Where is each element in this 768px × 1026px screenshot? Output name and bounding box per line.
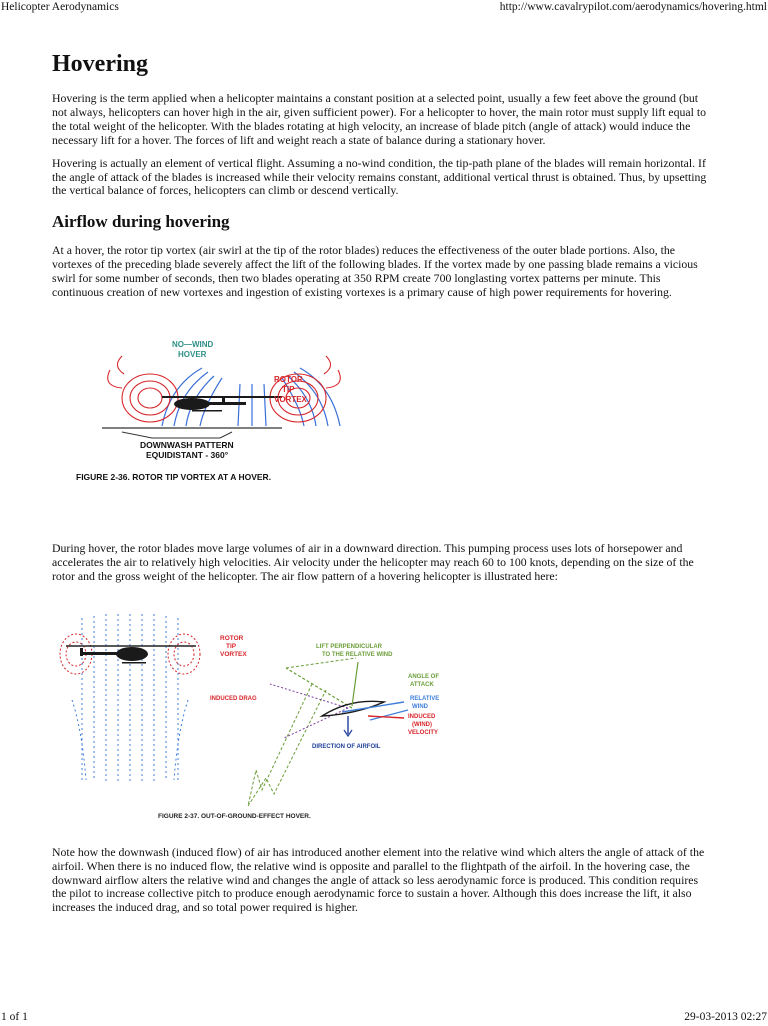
figure1-label-vortex: VORTEX bbox=[274, 394, 307, 404]
section-heading: Airflow during hovering bbox=[52, 212, 230, 232]
figure2-label-relative-wind-lift: TO THE RELATIVE WIND bbox=[322, 651, 393, 658]
figure-out-of-ground-effect bbox=[52, 610, 712, 826]
print-header-url[interactable]: http://www.cavalrypilot.com/aerodynamics/hovering.html bbox=[499, 1, 767, 13]
figure-rotor-tip-vortex bbox=[52, 326, 712, 530]
section-paragraph-3: Note how the downwash (induced flow) of air has introduced another element into the relative wind which alters the angle of attack of the airfoil. When there is no induced flow, the relative wind is opposite and parallel to the flightpath of the airfoil. In the hovering case, the downward airflow alters the relative wind and changes the angle of attack so less aerodynamic force is produced. This condition requires the pilot to increase collective pitch to produce enough aerodynamic force to sustain a hover. Although this does increase the lift, it also increases the induced drag, and so total power required is higher. bbox=[52, 844, 705, 915]
figure2-label-rotor: ROTOR bbox=[220, 634, 244, 642]
figure2-label-angle: ANGLE OF bbox=[408, 673, 439, 680]
figure1-label-hover: HOVER bbox=[178, 349, 207, 359]
figure1-label-equidistant: EQUIDISTANT - 360° bbox=[146, 449, 229, 460]
figure2-label-lift: LIFT PERPENDICULAR bbox=[316, 643, 382, 650]
figure2-label-direction: DIRECTION OF AIRFOIL bbox=[312, 743, 381, 750]
figure1-label-rotor: ROTOR bbox=[274, 374, 303, 384]
intro-paragraph-2: Hovering is actually an element of vertical flight. Assuming a no-wind condition, the tip-path plane of the blades will remain horizontal. If the angle of attack of the blades is increased while their velocity remains constant, additional vertical thrust is obtained. Thus, by upsetting the vertical balance of forces, helicopters can climb or descend vertically. bbox=[52, 155, 707, 198]
section-paragraph-1: At a hover, the rotor tip vortex (air swirl at the tip of the rotor blades) reduces the effectiveness of the outer blade portions. Also, the vortexes of the preceding blade severely affect the lift of the following blades. If the vortex made by one passing blade remains a vicious swirl for some number of seconds, then two blades operating at 350 RPM create 700 longlasting vortex patterns per minute. This continuous creation of new vortexes and ingestion of existing vortexes is a primary cause of high power requirements for hovering. bbox=[52, 243, 698, 300]
figure1-label-downwash: DOWNWASH PATTERN bbox=[140, 439, 234, 450]
figure1-label-tip: TIP bbox=[282, 384, 295, 394]
intro-paragraph-1: Hovering is the term applied when a helicopter maintains a constant position at a selected point, usually a few feet above the ground (but not always, helicopters can hover high in the air, given sufficient power). For a helicopter to hover, the main rotor must supply lift equal to the total weight of the helicopter. With the blades rotating at high velocity, an increase of blade pitch (angle of attack) would induce the necessary lift for a hover. The forces of lift and weight reach a state of balance during a stationary hover. bbox=[52, 91, 707, 147]
helicopter-icon bbox=[80, 647, 148, 664]
figure2-label-velocity: VELOCITY bbox=[408, 729, 439, 736]
figure2-label-wind: WIND bbox=[412, 703, 428, 710]
figure2-label-attack: ATTACK bbox=[410, 681, 434, 688]
figure2-label-induced-wind: (WIND) bbox=[412, 721, 432, 728]
page-title: Hovering bbox=[52, 51, 148, 77]
figure1-caption: FIGURE 2-36. ROTOR TIP VORTEX AT A HOVER. bbox=[76, 471, 272, 482]
figure2-label-tip: TIP bbox=[226, 642, 237, 650]
section-paragraph-2: During hover, the rotor blades move large volumes of air in a downward direction. This pumping process uses lots of horsepower and accelerates the air to relatively high velocities. Air velocity under the helicopter may reach 60 to 100 knots, depending on the size of the rotor and the gross weight of the helicopter. The air flow pattern of a hovering helicopter is illustrated here: bbox=[52, 540, 694, 583]
helicopter-icon bbox=[162, 396, 282, 412]
figure2-label-vortex: VORTEX bbox=[220, 650, 247, 658]
figure1-label-no-wind: NO—WIND bbox=[172, 339, 214, 349]
print-header bbox=[0, 0, 768, 16]
print-footer-page: 1 of 1 bbox=[1, 1011, 28, 1023]
print-footer-timestamp: 29-03-2013 02:27 bbox=[684, 1011, 767, 1023]
figure2-caption: FIGURE 2-37. OUT-OF-GROUND-EFFECT HOVER. bbox=[158, 812, 311, 820]
figure2-label-induced: INDUCED bbox=[408, 713, 436, 720]
figure2-label-induced-drag: INDUCED DRAG bbox=[210, 695, 257, 702]
figure-out-of-ground-effect-illustration bbox=[52, 610, 712, 826]
print-header-title: Helicopter Aerodynamics bbox=[1, 1, 119, 13]
figure-rotor-tip-vortex-illustration bbox=[52, 326, 712, 530]
figure2-label-relative: RELATIVE bbox=[410, 695, 440, 702]
article bbox=[52, 50, 712, 924]
